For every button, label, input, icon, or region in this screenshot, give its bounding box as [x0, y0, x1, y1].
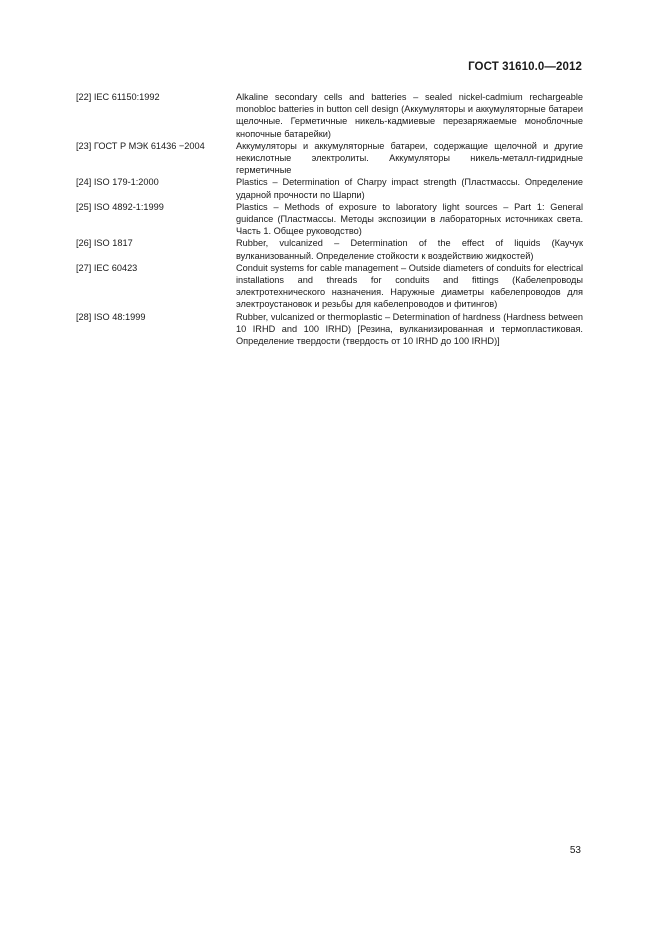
document-header: ГОСТ 31610.0—2012	[468, 61, 582, 73]
bibliography-entry	[76, 140, 583, 177]
reference-description: Alkaline secondary cells and batteries – sealed nickel-cadmium rechargeable monobloc batteries in button cell design (Аккумуляторы и аккумуляторные батареи щелочные. Герметичные никель-кадмиевые перезаряжаемые моноблочные кнопочные батарейки)	[236, 92, 583, 139]
bibliography-entry	[76, 201, 583, 238]
bibliography-entry	[76, 237, 583, 261]
reference-description: Plastics – Determination of Charpy impact strength (Пластмассы. Определение ударной прочности по Шарпи)	[236, 177, 583, 200]
reference-code: [28] ISO 48:1999	[76, 311, 146, 322]
reference-description: Аккумуляторы и аккумуляторные батареи, содержащие щелочной и другие некислотные электролиты. Аккумуляторы никель-металл-гидридные герметичные	[236, 140, 583, 176]
reference-code: [25] ISO 4892-1:1999	[76, 201, 164, 212]
reference-description: Rubber, vulcanized or thermoplastic – Determination of hardness (Hardness between 10 IRHD and 100 IRHD) [Резина, вулканизированная и термопластиковая. Определение твердости (твердость от 10 IRHD до 100 IRHD)]	[236, 311, 583, 347]
page-number: 53	[569, 845, 581, 856]
reference-description: Conduit systems for cable management – Outside diameters of conduits for electrical installations and threads for conduits and fittings (Кабелепроводы электротехнического назначения. Наружные диаметры кабелепроводов для электроустановок и резьбы для кабелепроводов и фитингов)	[236, 262, 583, 310]
bibliography-entry	[76, 262, 583, 311]
reference-code: [26] ISO 1817	[76, 238, 133, 249]
reference-code: [23] ГОСТ Р МЭК 61436 −2004	[76, 140, 205, 151]
reference-code: [24] ISO 179-1:2000	[76, 177, 159, 188]
bibliography-entry	[76, 311, 583, 348]
reference-description: Plastics – Methods of exposure to laboratory light sources – Part 1: General guidance (Пластмассы. Методы экспозиции в лабораторных источниках света. Часть 1. Общее руководство)	[236, 201, 583, 237]
bibliography-entry	[76, 176, 583, 200]
reference-code: [22] IEC 61150:1992	[76, 92, 160, 102]
bibliography-entry	[76, 91, 583, 140]
reference-code: [27] IEC 60423	[76, 262, 138, 273]
reference-description: Rubber, vulcanized – Determination of the effect of liquids (Каучук вулканизованный. Определение стойкости к воздействию жидкостей)	[236, 238, 583, 261]
bibliography-list	[76, 91, 583, 347]
